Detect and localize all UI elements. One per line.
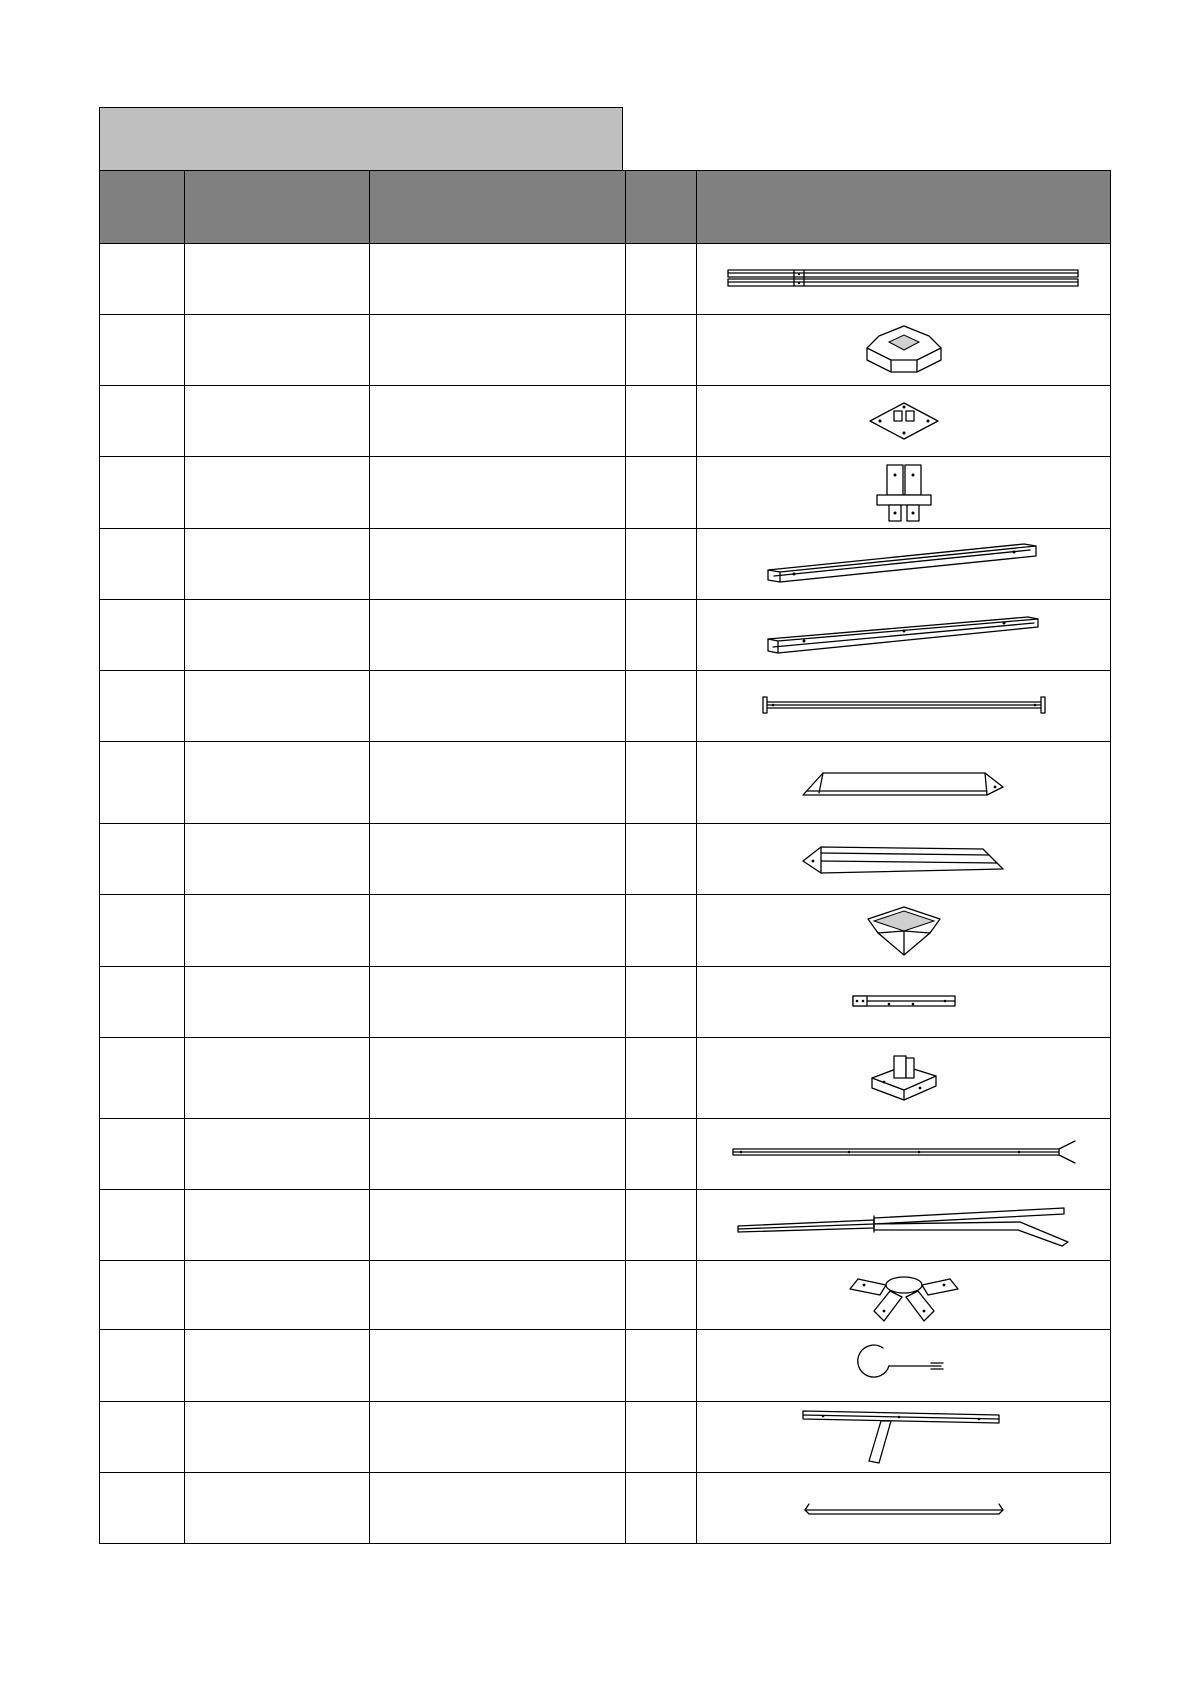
header-description (370, 171, 626, 244)
part-number-cell (100, 599, 185, 670)
corner-bracket-icon (869, 461, 939, 525)
quantity-cell (626, 1472, 697, 1543)
description-cell (370, 1401, 626, 1472)
picture-cell (697, 386, 1111, 457)
part-number-cell (100, 670, 185, 741)
table-row (100, 1190, 1111, 1261)
description-cell (370, 457, 626, 528)
part-number-cell (100, 1118, 185, 1189)
picture-cell (697, 1472, 1111, 1543)
picture-cell (697, 1330, 1111, 1401)
table-row (100, 670, 1111, 741)
quantity-cell (626, 966, 697, 1037)
picture-cell (697, 1401, 1111, 1472)
picture-cell (697, 244, 1111, 315)
flat-strip-icon (799, 1496, 1009, 1520)
part-code-cell (185, 1472, 370, 1543)
table-row (100, 386, 1111, 457)
quantity-cell (626, 1118, 697, 1189)
table-row (100, 966, 1111, 1037)
parts-list-title (99, 107, 623, 171)
table-row (100, 315, 1111, 386)
part-number-cell (100, 244, 185, 315)
part-code-cell (185, 742, 370, 824)
picture-cell (697, 315, 1111, 386)
roof-rafter-icon (729, 1137, 1079, 1171)
header-part-number (100, 171, 185, 244)
hook-icon (859, 1340, 949, 1390)
description-cell (370, 1118, 626, 1189)
part-number-cell (100, 1472, 185, 1543)
base-plate-icon (864, 399, 944, 443)
quantity-cell (626, 528, 697, 599)
table-row (100, 1261, 1111, 1330)
description-cell (370, 966, 626, 1037)
roof-hub-icon (844, 1265, 964, 1325)
table-row (100, 824, 1111, 895)
channel-beam-icon (764, 607, 1044, 663)
picture-cell (697, 599, 1111, 670)
part-number-cell (100, 966, 185, 1037)
picture-cell (697, 966, 1111, 1037)
part-number-cell (100, 457, 185, 528)
header-part-code (185, 171, 370, 244)
picture-cell (697, 457, 1111, 528)
part-number-cell (100, 1330, 185, 1401)
quantity-cell (626, 1190, 697, 1261)
part-code-cell (185, 528, 370, 599)
part-code-cell (185, 824, 370, 895)
description-cell (370, 742, 626, 824)
quantity-cell (626, 599, 697, 670)
part-code-cell (185, 1037, 370, 1118)
corner-molding-icon (864, 903, 944, 959)
flat-bar-icon (759, 691, 1049, 721)
quantity-cell (626, 670, 697, 741)
table-row (100, 1037, 1111, 1118)
quantity-cell (626, 1261, 697, 1330)
post-bracket-icon (864, 1050, 944, 1106)
part-code-cell (185, 599, 370, 670)
description-cell (370, 315, 626, 386)
description-cell (370, 824, 626, 895)
picture-cell (697, 528, 1111, 599)
part-number-cell (100, 742, 185, 824)
table-row (100, 1330, 1111, 1401)
part-code-cell (185, 670, 370, 741)
description-cell (370, 1037, 626, 1118)
quantity-cell (626, 315, 697, 386)
quantity-cell (626, 1037, 697, 1118)
quantity-cell (626, 742, 697, 824)
double-rail-icon (724, 264, 1084, 294)
part-code-cell (185, 895, 370, 966)
description-cell (370, 895, 626, 966)
short-connector-bar-icon (849, 990, 959, 1014)
part-number-cell (100, 824, 185, 895)
picture-cell (697, 670, 1111, 741)
quantity-cell (626, 386, 697, 457)
picture-cell (697, 1118, 1111, 1189)
part-code-cell (185, 1118, 370, 1189)
table-row (100, 895, 1111, 966)
part-number-cell (100, 1261, 185, 1330)
quantity-cell (626, 1401, 697, 1472)
header-quantity (626, 171, 697, 244)
part-code-cell (185, 1330, 370, 1401)
picture-cell (697, 742, 1111, 824)
part-code-cell (185, 1401, 370, 1472)
table-row (100, 599, 1111, 670)
description-cell (370, 1330, 626, 1401)
parts-table (99, 170, 1111, 1544)
part-number-cell (100, 386, 185, 457)
description-cell (370, 599, 626, 670)
long-channel-beam-icon (764, 536, 1044, 592)
description-cell (370, 1190, 626, 1261)
picture-cell (697, 1037, 1111, 1118)
picture-cell (697, 824, 1111, 895)
table-row (100, 244, 1111, 315)
angled-frame-bar-icon (799, 763, 1009, 803)
post-base-cap-icon (859, 322, 949, 378)
picture-cell (697, 1190, 1111, 1261)
part-code-cell (185, 315, 370, 386)
quantity-cell (626, 895, 697, 966)
part-code-cell (185, 1190, 370, 1261)
table-row (100, 528, 1111, 599)
table-row (100, 1472, 1111, 1543)
table-row (100, 1118, 1111, 1189)
quantity-cell (626, 457, 697, 528)
part-number-cell (100, 895, 185, 966)
t-brace-icon (799, 1405, 1009, 1469)
part-code-cell (185, 1261, 370, 1330)
description-cell (370, 670, 626, 741)
part-code-cell (185, 966, 370, 1037)
quantity-cell (626, 244, 697, 315)
part-number-cell (100, 315, 185, 386)
picture-cell (697, 1261, 1111, 1330)
part-number-cell (100, 528, 185, 599)
part-number-cell (100, 1190, 185, 1261)
part-number-cell (100, 1401, 185, 1472)
header-picture (697, 171, 1111, 244)
description-cell (370, 1261, 626, 1330)
quantity-cell (626, 824, 697, 895)
description-cell (370, 244, 626, 315)
table-row (100, 1401, 1111, 1472)
quantity-cell (626, 1330, 697, 1401)
angled-frame-bar-reverse-icon (799, 839, 1009, 879)
table-row (100, 742, 1111, 824)
part-code-cell (185, 457, 370, 528)
description-cell (370, 386, 626, 457)
description-cell (370, 528, 626, 599)
part-code-cell (185, 386, 370, 457)
part-number-cell (100, 1037, 185, 1118)
table-row (100, 457, 1111, 528)
table-header-row (100, 171, 1111, 244)
split-rafter-icon (734, 1200, 1074, 1250)
picture-cell (697, 895, 1111, 966)
part-code-cell (185, 244, 370, 315)
description-cell (370, 1472, 626, 1543)
